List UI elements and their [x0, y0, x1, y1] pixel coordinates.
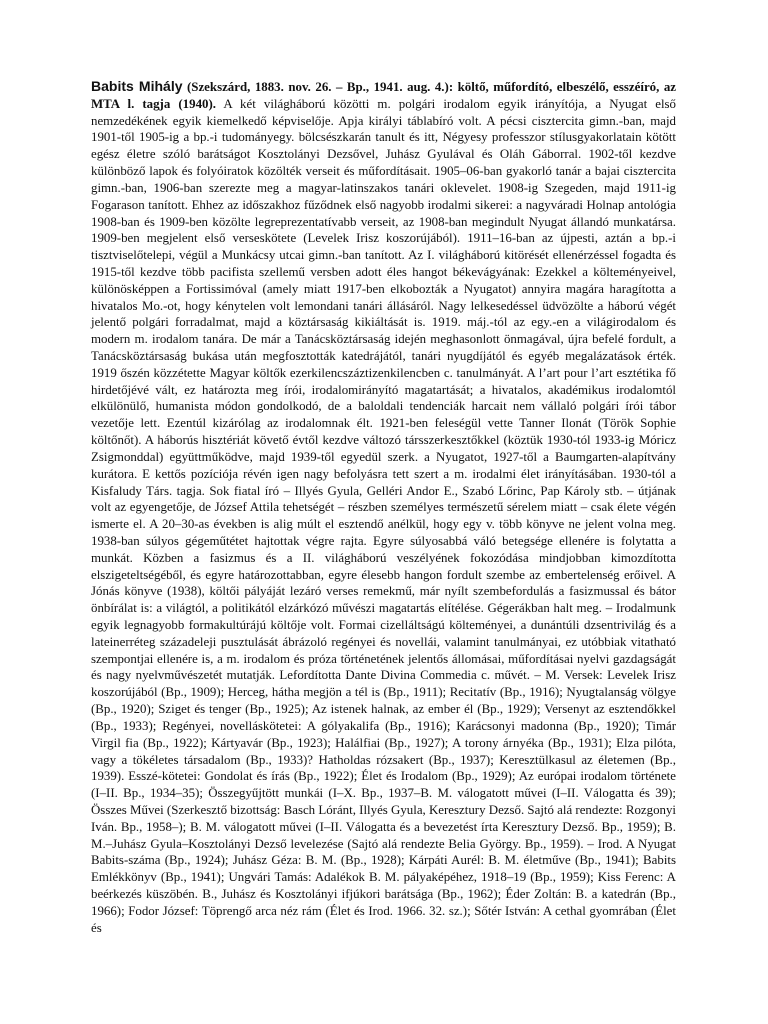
entry-headword: Babits Mihály — [91, 78, 183, 94]
lexicon-entry — [91, 78, 676, 936]
entry-header-details: (Szekszárd, 1883. nov. 26. – Bp., 1941. aug. 4.): költő, műfordító, elbeszélő, esszéíró, az MTA l. tagja (1940). — [91, 80, 676, 111]
entry-body-text: A két világháború közötti m. polgári irodalom egyik irányítója, a Nyugat első nemzedékének egyik kiemelkedő képviselője. Apja királyi táblabíró volt. A pécsi cisztercita gimn.-ban, majd 1901-től 1905-ig a bp.-i tudományegy. bölcsészkarán tanult és itt, Négyesy professzor stílusgyakorlatain kötött egész életre szóló barátságot Kosztolányi Dezsővel, Juhász Gyulával és Oláh Gáborral. 1902-től kezdve különböző lapok és folyóiratok közölték verseit és műfordításait. 1905–06-ban gyakorló tanár a bajai cisztercita gimn.-ban, 1906-ban szerezte meg a magyar-latinszakos tanári oklevelet. 1908-ig Szegeden, majd 1911-ig Fogarason tanított. Ehhez az időszakhoz fűződnek első nagyobb irodalmi sikerei: a nagyváradi Holnap antológia 1908-ban és 1909-ben közölte legreprezentatívabb verseit, az 1908-ban megindult Nyugat állandó munkatársa. 1909-ben megjelent első verseskötete (Levelek Irisz koszorújából). 1911–16-ban az újpesti, aztán a bp.-i tisztviselőtelepi, végül a Munkácsy utcai gimn.-ban tanított. Az I. világháború kitörését ellenérzéssel fogadta és 1915-től kezdve több pacifista szellemű versben adott éles hangot békevágyának: Ezekkel a költeményeivel, különösképpen a Fortissimóval (amely miatt 1917-ben elkobozták a Nyugatot) annyira magára haragította a hivatalos Mo.-ot, hogy kénytelen volt lemondani tanári állásáról. Nagy lelkesedéssel üdvözölte a háború végét jelentő polgári forradalmat, majd a köztársaság kikiáltását is. 1919. máj.-tól az egy.-en a világirodalom és modern m. irodalom tanára. De már a Tanácsköztársaság idején meghasonlott önmagával, újra befelé fordult, a Tanácsköztársaság bukása után megfosztották katedrájától, tanári nyugdíjától és egyéb megalázatások érték. 1919 őszén közzétette Magyar költők ezerkilencszáztizenkilencben c. tanulmányát. A l’art pour l’art esztétika fő hirdetőjévé vált, ez határozta meg írói, irodalomirányító magatartását; a hivatalos, akadémikus irodalomtól elkülönülő, humanista módon gondolkodó, de a baloldali tendenciák harcait nem vállaló polgári írói tábor vezetője lett. Ezentúl kizárólag az irodalomnak élt. 1921-ben feleségül vette Tanner Ilonát (Török Sophie költőnőt). A háborús hisztériát követő évtől kezdve változó társszerkesztőkkel (köztük 1930-tól 1933-ig Móricz Zsigmonddal) együttműködve, majd 1939-től egyedül szerk. a Nyugatot, 1927-től a Baumgarten-alapítvány kurátora. E kettős pozíciója révén igen nagy befolyásra tett szert a m. irodalmi élet irányításában. 1930-tól a Kisfaludy Társ. tagja. Sok fiatal író – Illyés Gyula, Gelléri Andor E., Szabó Lőrinc, Pap Károly stb. – útjának volt az egyengetője, de József Attila tehetségét – részben személyes természetű sérelem miatt – csak élete végén ismerte el. A 20–30-as években is alig múlt el esztendő anélkül, hogy egy v. több könyve ne jelent volna meg. 1938-ban súlyos gégeműtétet hajtottak végre rajta. Egyre súlyosabbá váló betegsége ellenére is folytatta a munkát. Közben a fasizmus és a II. világháború veszélyének fokozódása mindjobban kimozdította elszigeteltségéből, és egyre határozottabban, egyre élesebb hangon fordult szembe az embertelenség erőivel. A Jónás könyve (1938), költői pályáját lezáró verses remekmű, már nyílt szembefordulás a fasizmussal és bátor önbírálat is: a világtól, a politikától elzárkózó művészi magatartás elítélése. Gégerákban halt meg. – Irodalmunk egyik legnagyobb formakultúrájú költője volt. Formai cizelláltságú költeményei, a dunántúli dzsentrivilág és a lateinerréteg századeleji pusztulását ábrázoló regényei és novellái, valamint tanulmányai, ez utóbbiak vitatható szempontjai ellenére is, a m. irodalom és próza történetének jelentős állomásai, műfordításai nyelvi gazdagságát és nagy nyelvművészetét mutatják. Lefordította Dante Divina Commedia c. művét. – M. Versek: Levelek Irisz koszorújából (Bp., 1909); Herceg, hátha megjön a tél is (Bp., 1911); Recitatív (Bp., 1916); Nyugtalanság völgye (Bp., 1920); Sziget és tenger (Bp., 1925); Az istenek halnak, az ember él (Bp., 1929); Versenyt az esztendőkkel (Bp., 1933); Regényei, novelláskötetei: A gólyakalifa (Bp., 1916); Karácsonyi madonna (Bp., 1920); Timár Virgil fia (Bp., 1922); Kártyavár (Bp., 1923); Halálfiai (Bp., 1927); A torony árnyéka (Bp., 1931); Elza pilóta, vagy a tökéletes társadalom (Bp., 1933)? Hatholdas rózsakert (Bp., 1937); Keresztülkasul az életemen (Bp., 1939). Esszé-kötetei: Gondolat és írás (Bp., 1922); Élet és Irodalom (Bp., 1929); Az európai irodalom története (I–II. Bp., 1934–35); Összegyűjtött munkái (I–X. Bp., 1937–B. M. válogatott művei (I–II. Válogatta és 39); Összes Művei (Szerkesztő bizottság: Basch Lóránt, Illyés Gyula, Keresztury Dezső. Sajtó alá rendezte: Rozgonyi Iván. Bp., 1958–); B. M. válogatott művei (I–II. Válogatta és a bevezetést írta Keresztury Dezső. Bp., 1959); B. M.–Juhász Gyula–Kosztolányi Dezső levelezése (Sajtó alá rendezte Belia György. Bp., 1959). – Irod. A Nyugat Babits-száma (Bp., 1924); Juhász Géza: B. M. (Bp., 1928); Kárpáti Aurél: B. M. életműve (Bp., 1941); Babits Emlékkönyv (Bp., 1941); Ungvári Tamás: Adalékok B. M. pályaképéhez, 1918–19 (Bp., 1959); Kiss Ferenc: A beérkezés küszöbén. B., Juhász és Kosztolányi ifjúkori barátsága (Bp., 1962); Éder Zoltán: B. a katedrán (Bp., 1966); Fodor József: Töprengő arca néz rám (Élet és Irod. 1966. 32. sz.); Sőtér István: A cethal gyomrában (Élet és — [91, 96, 676, 935]
document-page — [91, 78, 676, 936]
